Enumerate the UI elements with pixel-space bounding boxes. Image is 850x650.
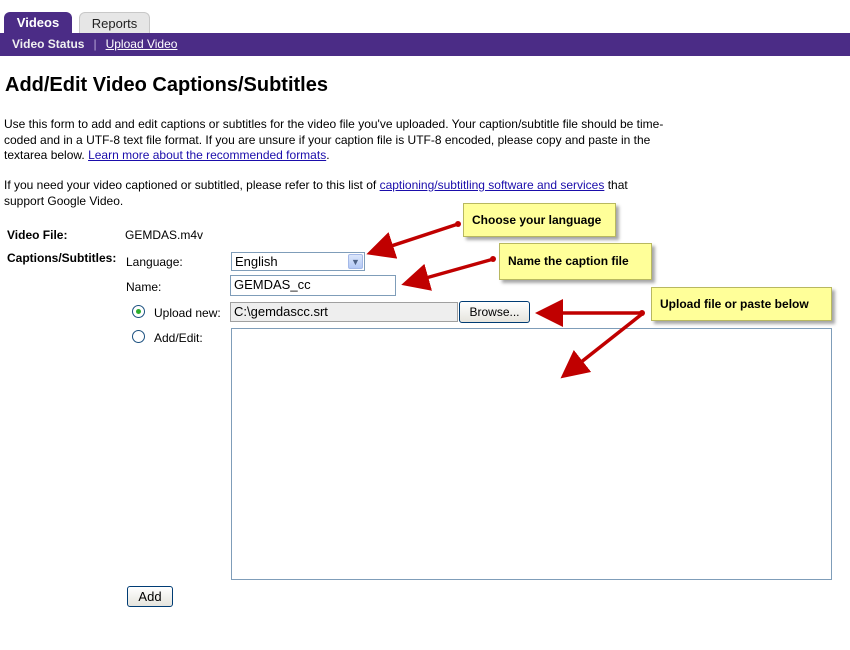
file-path-input[interactable]: C:\gemdascc.srt: [230, 302, 458, 322]
subnav-separator: |: [93, 37, 97, 51]
arrow-origin-dot: [639, 310, 645, 316]
services-text-before: If you need your video captioned or subtitled, please refer to this list of: [4, 178, 377, 192]
subnav-upload-video-link[interactable]: Upload Video: [105, 37, 178, 51]
add-edit-radio[interactable]: [132, 330, 145, 343]
arrow-to-language: [373, 225, 455, 252]
callout-upload-file: Upload file or paste below: [651, 287, 832, 321]
add-edit-label: Add/Edit:: [154, 331, 203, 345]
language-value: English: [235, 254, 278, 269]
intro-text: Use this form to add and edit captions or subtitles for the video file you've uploaded. Your caption/subtitle file should be time-coded and in a UTF-8 text file format. If you are unsure if your caption file is UTF-8 encoded, please copy and paste in the textarea below.: [4, 117, 664, 162]
upload-new-radio[interactable]: [132, 305, 145, 318]
upload-new-label: Upload new:: [154, 306, 221, 320]
callout-choose-language: Choose your language: [463, 203, 616, 237]
sub-navigation: [0, 33, 850, 56]
intro-end: .: [326, 148, 330, 162]
radio-selected-dot: [136, 309, 141, 314]
captions-label: Captions/Subtitles:: [7, 251, 117, 265]
tab-reports[interactable]: Reports: [79, 12, 150, 34]
video-file-label: Video File:: [7, 228, 68, 242]
recommended-formats-link[interactable]: Learn more about the recommended formats: [88, 148, 327, 162]
browse-button[interactable]: Browse...: [459, 301, 530, 323]
arrow-to-name: [408, 260, 490, 283]
tab-videos[interactable]: Videos: [4, 12, 72, 34]
callout-name-file: Name the caption file: [499, 243, 652, 280]
arrow-origin-dot: [490, 256, 496, 262]
arrow-origin-dot: [455, 221, 461, 227]
video-file-value: GEMDAS.m4v: [125, 228, 204, 242]
intro-paragraph: [4, 117, 664, 164]
caption-name-input[interactable]: GEMDAS_cc: [230, 275, 396, 296]
services-text-after: that support Google Video.: [4, 178, 628, 208]
captioning-services-link[interactable]: captioning/subtitling software and services: [379, 178, 605, 192]
name-label: Name:: [126, 280, 162, 294]
caption-textarea[interactable]: [231, 328, 832, 580]
language-select[interactable]: [231, 252, 365, 271]
chevron-down-icon[interactable]: ▼: [348, 254, 363, 269]
language-label: Language:: [126, 255, 183, 269]
page-title: Add/Edit Video Captions/Subtitles: [5, 74, 328, 96]
add-button[interactable]: Add: [127, 586, 173, 607]
subnav-video-status[interactable]: Video Status: [12, 37, 85, 51]
